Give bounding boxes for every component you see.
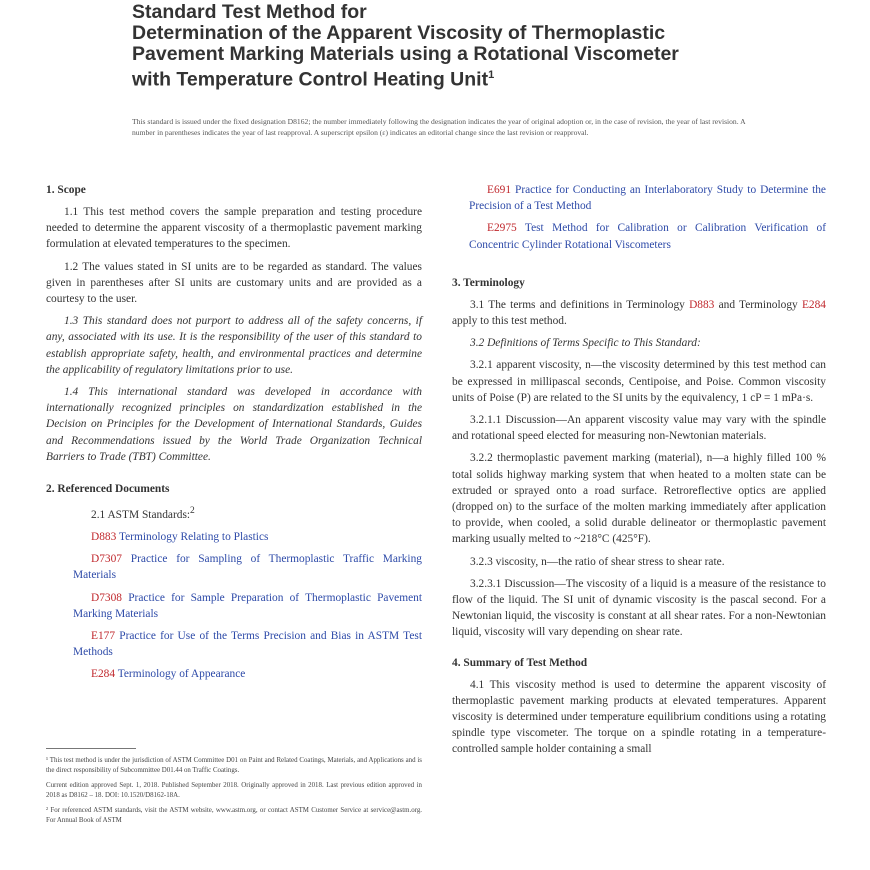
paragraph: 3.2.2 thermoplastic pavement marking (material), n—a highly filled 100 % total solids highway marking system that when heated to a molten state can be extruded or sprayed onto a road surface. Retroreflective optics are applied (dropped on) to the surface of the molten marking immediately after application to provide, when cooled, a solid durable delineator or thermoplastic pavement marking usually melted to ~218°C (425°F). bbox=[452, 452, 826, 546]
title-footnote-mark: 1 bbox=[488, 69, 495, 81]
reference-title[interactable]: Test Method for Calibration or Calibration Verification of Concentric Cylinder Rotational Viscometers bbox=[469, 222, 826, 251]
reference-code-link[interactable]: D883 bbox=[91, 531, 117, 544]
reference-item[interactable] bbox=[60, 529, 422, 545]
reference-item[interactable] bbox=[456, 182, 826, 214]
reference-title[interactable]: Practice for Sample Preparation of Thermoplastic Pavement Marking Materials bbox=[73, 591, 422, 620]
section-heading-summary: 4. Summary of Test Method bbox=[452, 656, 588, 669]
footnote-divider bbox=[46, 748, 136, 749]
paragraph: 4.1 This viscosity method is used to determine the apparent viscosity of thermoplastic pavement marking products at elevated temperatures. Apparent viscosity is determined under temperature equilibrium conditions using a rotating spindle type viscometer. The torque on a spindle rotating in a temperature-controlled sample holder containing a small bbox=[452, 678, 826, 756]
paragraph bbox=[452, 297, 826, 329]
paragraph: 1.4 This international standard was developed in accordance with internationally recognized principles on standardization established in the Decision on Principles for the Development of International Standards, Guides and Recommendations issued by the World Trade Organization Technical Barriers to Trade (TBT) Committee. bbox=[46, 386, 422, 463]
left-column bbox=[46, 182, 422, 689]
title-line: Standard Test Method for bbox=[132, 1, 367, 23]
section-heading-scope: 1. Scope bbox=[46, 184, 86, 196]
title-line-text: with Temperature Control Heating Unit bbox=[132, 68, 489, 91]
reference-item[interactable] bbox=[60, 628, 422, 660]
reference-list bbox=[60, 503, 422, 683]
title-line: Determination of the Apparent Viscosity of Thermoplastic bbox=[132, 22, 666, 44]
paragraph: 3.2.3.1 Discussion—The viscosity of a liquid is a measure of the resistance to flow of the liquid. The SI unit of dynamic viscosity is the pascal second. For a Newtonian liquid, the viscosity is constant at all shear rates. For a non-Newtonian liquid, viscosity will vary depending on shear rate. bbox=[452, 577, 826, 639]
text: and Terminology bbox=[714, 298, 802, 311]
reference-title[interactable]: Practice for Conducting an Interlaboratory Study to Determine the Precision of a Test Method bbox=[469, 184, 826, 213]
footnote-mark: 2 bbox=[190, 506, 195, 517]
reference-code-link[interactable]: E691 bbox=[487, 184, 512, 196]
title-line: Pavement Marking Materials using a Rotational Viscometer bbox=[132, 43, 679, 65]
reference-intro bbox=[60, 503, 422, 523]
reference-code-link[interactable]: D7307 bbox=[91, 553, 123, 566]
reference-item[interactable] bbox=[60, 666, 422, 682]
text: apply to this test method. bbox=[452, 315, 567, 328]
reference-list-continued bbox=[456, 182, 826, 253]
footnote: ² For referenced ASTM standards, visit the ASTM website, www.astm.org, or contact ASTM Customer Service at service@astm.org. For Annual Book of ASTM bbox=[46, 807, 422, 824]
term-link-d883[interactable]: D883 bbox=[689, 298, 715, 311]
document-title bbox=[132, 2, 772, 91]
paragraph: 3.2.1 apparent viscosity, n—the viscosity determined by this test method can be expressed in millipascal seconds, Centipoise, and Poise. Common viscosity units of Poise (P) are related to the SI units by the equivalency, 1 cP = 1 mPa·s. bbox=[452, 359, 826, 404]
reference-item[interactable] bbox=[60, 590, 422, 622]
paragraph: 3.2.1.1 Discussion—An apparent viscosity value may vary with the spindle and rotational speed elected for measuring non-Newtonian materials. bbox=[452, 414, 826, 443]
reference-title[interactable]: Practice for Use of the Terms Precision and Bias in ASTM Test Methods bbox=[73, 630, 422, 659]
footnote: Current edition approved Sept. 1, 2018. Published September 2018. Originally approved in 2018. Last previous edition approved in 2018 as D8162 – 18. DOI: 10.1520/D8162-18A. bbox=[46, 782, 422, 799]
reference-title[interactable]: Practice for Sampling of Thermoplastic Traffic Marking Materials bbox=[73, 553, 422, 582]
reference-code-link[interactable]: E177 bbox=[91, 630, 116, 643]
reference-title[interactable]: Terminology Relating to Plastics bbox=[118, 531, 269, 544]
reference-code-link[interactable]: E2975 bbox=[487, 222, 517, 235]
title-line bbox=[132, 65, 772, 91]
text: 3.1 The terms and definitions in Terminology bbox=[470, 298, 690, 311]
reference-code-link[interactable]: E284 bbox=[91, 668, 116, 681]
reference-item[interactable] bbox=[456, 220, 826, 252]
right-column bbox=[452, 182, 826, 764]
section-heading-terminology: 3. Terminology bbox=[452, 276, 525, 289]
footnote: ¹ This test method is under the jurisdiction of ASTM Committee D01 on Paint and Related Coatings, Materials, and Applications and is the direct responsibility of Subcommittee D01.44 on Traffic Coatings. bbox=[46, 757, 422, 774]
reference-title[interactable]: Terminology of Appearance bbox=[117, 668, 246, 681]
paragraph: 1.2 The values stated in SI units are to be regarded as standard. The values given in parentheses after SI units are customary units and are provided as a courtesy to the user. bbox=[46, 260, 422, 306]
reference-intro-text: 2.1 ASTM Standards: bbox=[91, 508, 191, 521]
reference-code-link[interactable]: D7308 bbox=[91, 591, 123, 604]
section-heading-referenced: 2. Referenced Documents bbox=[46, 483, 170, 496]
footnotes bbox=[46, 756, 422, 832]
paragraph: 3.2 Definitions of Terms Specific to This Standard: bbox=[470, 337, 701, 350]
reference-item[interactable] bbox=[60, 551, 422, 583]
paragraph: 1.1 This test method covers the sample preparation and testing procedure needed to determine the apparent viscosity of a thermoplastic pavement marking formulation at elevated temperatures to the specimen. bbox=[46, 206, 422, 251]
term-link-e284[interactable]: E284 bbox=[801, 298, 826, 311]
paragraph: 1.3 This standard does not purport to address all of the safety concerns, if any, associated with its use. It is the responsibility of the user of this standard to establish appropriate safety, health, and environmental practices and determine the applicability of regulatory limitations prior to use. bbox=[46, 315, 422, 376]
designation-note: This standard is issued under the fixed designation D8162; the number immediately following the designation indicates the year of original adoption or, in the case of revision, the year of last revision. A number in parentheses indicates the year of last reapproval. A superscript epsilon (ε) indicates an editorial change since the last revision or reapproval. bbox=[132, 117, 746, 137]
paragraph: 3.2.3 viscosity, n—the ratio of shear stress to shear rate. bbox=[470, 555, 725, 568]
